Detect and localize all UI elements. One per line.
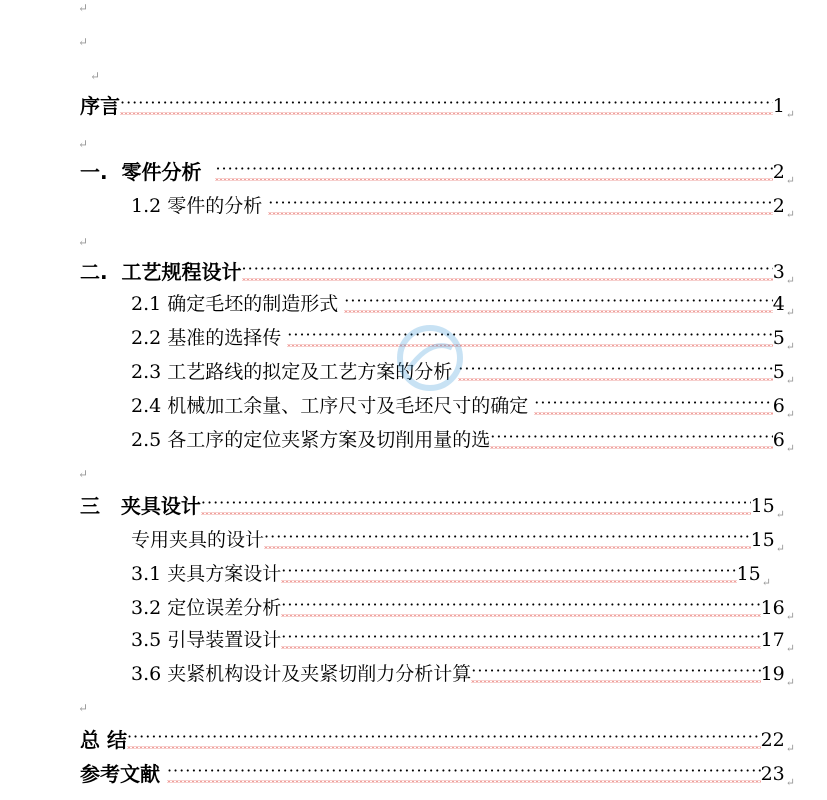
toc-entry-title: 3.6 夹紧机构设计及夹紧切削力分析计算 [131, 663, 472, 685]
dot-leader [120, 93, 773, 116]
toc-page-number: 23 [760, 763, 785, 785]
paragraph-mark: ↵ [775, 508, 785, 521]
paragraph-mark: ↵ [785, 610, 795, 623]
dot-leader [264, 527, 751, 550]
paragraph-mark: ↵ [785, 174, 795, 187]
dot-leader [268, 193, 772, 216]
dot-leader [287, 325, 772, 348]
toc-page-number: 16 [760, 597, 785, 619]
toc-entry-1-2[interactable] [131, 190, 795, 221]
toc-page-number: 15 [736, 563, 761, 585]
toc-page-number: 6 [772, 429, 785, 451]
paragraph-mark: ↵ [785, 742, 795, 755]
dot-leader [281, 627, 760, 650]
toc-page-number: 3 [772, 261, 785, 283]
toc-page-number: 15 [750, 529, 775, 551]
dot-leader [201, 493, 751, 516]
paragraph-mark: ↵ [785, 676, 795, 689]
dot-leader [534, 393, 772, 416]
paragraph-mark: ↵ [785, 108, 795, 121]
toc-entry-2-4[interactable] [131, 390, 795, 421]
toc-entry-title: 3.5 引导装置设计 [131, 629, 282, 651]
dot-leader [490, 427, 772, 450]
toc-entry-chapter-1[interactable] [80, 156, 795, 187]
paragraph-mark: ↵ [785, 642, 795, 655]
paragraph-mark: ↵ [785, 374, 795, 387]
toc-entry-2-5[interactable] [131, 424, 795, 455]
toc-entry-title: 2.1 确定毛坯的制造形式 [131, 293, 345, 315]
toc-entry-title: 2.3 工艺路线的拟定及工艺方案的分析 [131, 361, 459, 383]
toc-entry-title: 2.4 机械加工余量、工序尺寸及毛坯尺寸的确定 [131, 395, 535, 417]
toc-page-number: 4 [772, 293, 785, 315]
paragraph-mark: ↵ [785, 340, 795, 353]
paragraph-mark: ↵ [78, 35, 89, 49]
toc-entry-3-6[interactable] [131, 658, 795, 689]
toc-entry-title: 1.2 零件的分析 [131, 195, 269, 217]
toc-entry-title: 专用夹具的设计 [131, 529, 265, 551]
toc-entry-3-2[interactable] [131, 592, 795, 623]
dot-leader [127, 727, 761, 750]
toc-page-number: 15 [750, 495, 775, 517]
toc-page-number: 1 [772, 95, 785, 117]
dot-leader [344, 291, 772, 314]
toc-entry-title: 二. 工艺规程设计 [80, 260, 242, 284]
paragraph-mark: ↵ [785, 408, 795, 421]
paragraph-mark: ↵ [785, 274, 795, 287]
toc-entry-references[interactable] [80, 758, 795, 789]
dot-leader [215, 159, 772, 182]
toc-entry-title: 序言 [80, 94, 120, 118]
toc-page-number: 2 [772, 195, 785, 217]
toc-entry-3-1[interactable] [131, 558, 771, 589]
paragraph-mark: ↵ [761, 576, 771, 589]
toc-page-number: 5 [772, 361, 785, 383]
paragraph-mark: ↵ [78, 467, 89, 481]
dot-leader [167, 761, 761, 784]
toc-entry-title: 3.1 夹具方案设计 [131, 563, 282, 585]
toc-entry-summary[interactable] [80, 724, 795, 755]
toc-entry-title: 总 结 [80, 728, 127, 752]
dot-leader [471, 661, 760, 684]
paragraph-mark: ↵ [78, 1, 89, 15]
toc-entry-title: 2.2 基准的选择传 [131, 327, 288, 349]
toc-page-number: 19 [760, 663, 785, 685]
toc-entry-title: 3.2 定位误差分析 [131, 597, 282, 619]
toc-entry-title: 一. 零件分析 [80, 160, 216, 184]
toc-entry-title: 参考文献 [80, 762, 167, 786]
paragraph-mark: ↵ [78, 235, 89, 249]
paragraph-mark: ↵ [785, 306, 795, 319]
toc-entry-preface[interactable] [80, 90, 795, 121]
toc-entry-special-fixture[interactable] [131, 524, 785, 555]
toc-entry-chapter-2[interactable] [80, 256, 795, 287]
dot-leader [281, 595, 760, 618]
toc-entry-3-5[interactable] [131, 624, 795, 655]
paragraph-mark: ↵ [78, 701, 89, 715]
dot-leader [242, 259, 773, 282]
toc-entry-2-1[interactable] [131, 288, 795, 319]
toc-entry-title: 2.5 各工序的定位夹紧方案及切削用量的选 [131, 429, 491, 451]
paragraph-mark: ↵ [90, 69, 101, 83]
paragraph-mark: ↵ [785, 208, 795, 221]
toc-entry-2-2[interactable] [131, 322, 795, 353]
toc-entry-2-3[interactable] [131, 356, 795, 387]
dot-leader [281, 561, 736, 584]
toc-page-number: 2 [772, 161, 785, 183]
toc-entry-title: 三 夹具设计 [80, 494, 201, 518]
toc-page-number: 17 [760, 629, 785, 651]
paragraph-mark: ↵ [785, 776, 795, 789]
toc-page-number: 5 [772, 327, 785, 349]
toc-page-number: 6 [772, 395, 785, 417]
paragraph-mark: ↵ [785, 442, 795, 455]
toc-page-number: 22 [760, 729, 785, 751]
toc-entry-chapter-3[interactable] [80, 490, 785, 521]
paragraph-mark: ↵ [78, 137, 89, 151]
dot-leader [458, 359, 772, 382]
paragraph-mark: ↵ [775, 542, 785, 555]
